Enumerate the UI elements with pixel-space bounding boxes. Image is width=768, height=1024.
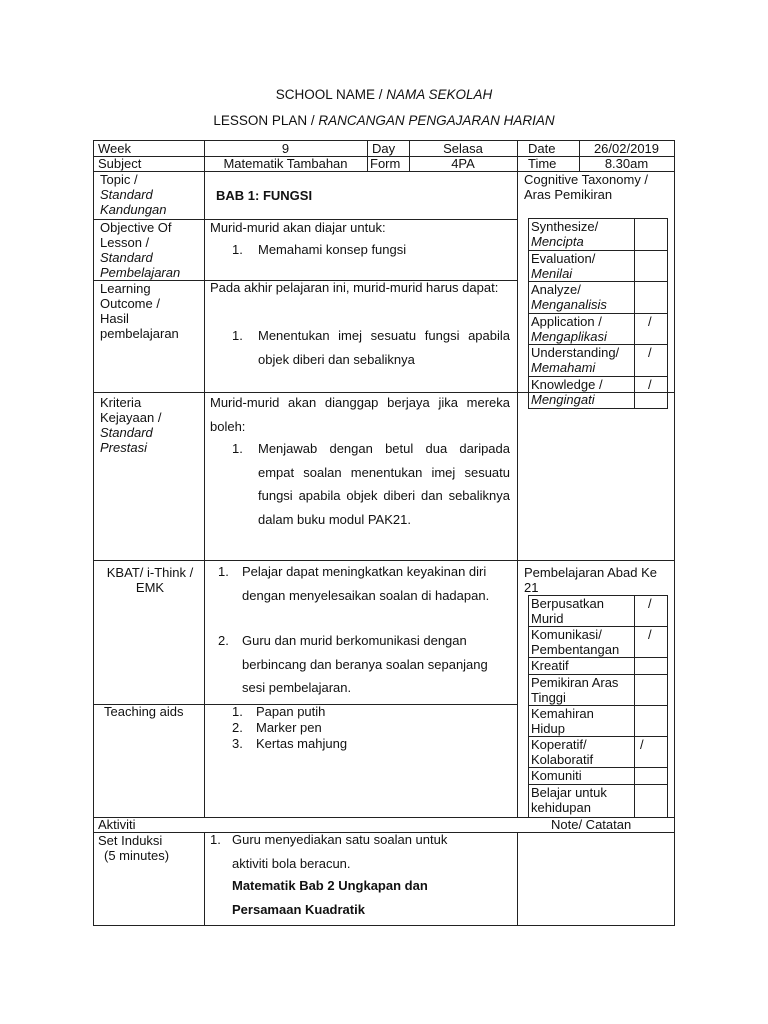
abad21-item-line1: Belajar untuk [531,785,607,800]
subject-label: Subject [98,156,142,171]
aktiviti-label: Aktiviti [98,817,136,832]
kriteria-label-line4: Prestasi [100,440,147,455]
abad21-item-line2: Murid [531,611,564,626]
kbat-item-2 [218,629,512,700]
abad21-item [531,658,569,673]
week-value: 9 [281,141,290,156]
kbat-item-1 [218,560,512,607]
objective-item-num: 1. [232,242,243,257]
abad21-item-line1: Pemikiran Aras [531,675,619,690]
taxonomy-item-en: Application / [531,314,602,329]
outcome-label-line4: pembelajaran [100,326,179,341]
time-label: Time [528,156,557,171]
form-label: Form [370,156,401,171]
objective-label-line3: Standard [100,250,153,265]
date-value: 26/02/2019 [593,141,660,156]
abad21-item [531,706,594,736]
objective-label-line1: Objective Of [100,220,172,235]
outcome-intro: Pada akhir pelajaran ini, murid-murid harus dapat: [210,280,499,295]
taxonomy-item-en: Knowledge / [531,377,603,392]
day-value: Selasa [443,141,483,156]
abad21-item [531,785,607,815]
outcome-item [232,324,510,371]
week-label: Week [98,141,131,156]
kbat-item-1-num: 1. [218,564,229,579]
objective-label-line4: Pembelajaran [100,265,181,280]
taxonomy-item-ms: Menilai [531,266,573,281]
taxonomy-item [531,314,607,344]
teaching-aid-item [232,720,347,735]
abad21-item-mark: / [648,596,652,611]
kbat-label-line1: KBAT/ i-Think / [106,565,194,580]
abad21-item [531,596,604,626]
taxonomy-item [531,219,598,249]
taxonomy-item-en: Analyze/ [531,282,581,297]
taxonomy-item-mark: / [648,345,652,360]
kbat-item-2-num: 2. [218,633,229,648]
kbat-item-2-text: Guru dan murid berkomunikasi dengan berbincang dan beranya soalan sepanjang sesi pembelajaran. [242,633,488,695]
abad21-item [531,768,582,783]
abad21-item-line2: kehidupan [531,800,591,815]
abad21-item [531,737,593,767]
date-label: Date [528,141,556,156]
abad21-item-line2: Pembentangan [531,642,620,657]
set-induksi-item-text: Guru menyediakan satu soalan untuk aktiviti bola beracun. [232,832,448,871]
outcome-label-line2: Outcome / [100,296,160,311]
outcome-label-line3: Hasil [100,311,129,326]
topic-value: BAB 1: FUNGSI [216,188,313,203]
kriteria-label [100,395,161,455]
abad21-title: Pembelajaran Abad Ke 21 [524,565,657,595]
taxonomy-item-ms: Mengingati [531,392,595,407]
teaching-aid-item [232,736,347,751]
abad21-item [531,675,618,705]
taxonomy-item [531,251,595,281]
abad21-item-line1: Berpusatkan [531,596,604,611]
school-name-title [0,87,768,102]
kriteria-label-line3: Standard [100,425,153,440]
set-induksi-item [210,828,480,875]
day-label: Day [372,141,396,156]
school-name-prefix: SCHOOL NAME / [275,87,387,102]
abad21-item-line1: Koperatif/ [531,737,587,752]
form-value: 4PA [451,156,475,171]
kriteria-item-text: Menjawab dengan betul dua daripada empat soalan menentukan imej sesuatu fungsi apabila objek diberi dan sebaliknya dalam buku modul PAK21. [258,441,510,527]
teaching-aid-num: 2. [232,720,243,735]
taxonomy-item [531,282,607,312]
abad21-item-line1: Kreatif [531,658,569,673]
taxonomy-item-en: Understanding/ [531,345,620,360]
objective-label-line2: Lesson / [100,235,150,250]
kriteria-item [232,437,510,531]
topic-label-line1: Topic / [100,172,138,187]
taxonomy-item-mark: / [648,377,652,392]
time-value: 8.30am [604,156,649,171]
objective-intro: Murid-murid akan diajar untuk: [210,220,386,235]
taxonomy-item-en: Evaluation/ [531,251,596,266]
lesson-plan-italic: RANCANGAN PENGAJARAN HARIAN [318,113,555,128]
teaching-aid-text: Papan putih [256,704,326,719]
teaching-aid-num: 3. [232,736,243,751]
taxonomy-item-mark: / [648,314,652,329]
teaching-aid-num: 1. [232,704,243,719]
kbat-label [98,565,202,595]
taxonomy-item-en: Synthesize/ [531,219,599,234]
taxonomy-item-ms: Mengaplikasi [531,329,607,344]
taxonomy-title: Cognitive Taxonomy / Aras Pemikiran [524,172,649,202]
set-induksi-item-num: 1. [210,832,221,847]
teaching-aid-text: Marker pen [256,720,322,735]
taxonomy-item [531,345,619,375]
teaching-aid-item [232,704,347,719]
outcome-label-line1: Learning [100,281,151,296]
taxonomy-item-ms: Mencipta [531,234,584,249]
outcome-label [100,281,179,341]
teaching-aids-list [232,704,347,751]
lesson-plan-prefix: LESSON PLAN / [213,113,319,128]
kriteria-item-num: 1. [232,441,243,456]
kbat-item-1-text: Pelajar dapat meningkatkan keyakinan diri dengan menyelesaikan soalan di hadapan. [242,564,490,603]
taxonomy-item-ms: Memahami [531,360,596,375]
set-induksi-label [98,833,169,863]
subject-value: Matematik Tambahan [223,156,348,171]
kbat-label-line2: EMK [135,580,165,595]
abad21-item-line2: Hidup [531,721,565,736]
lesson-plan-title [0,113,768,128]
school-name-italic: NAMA SEKOLAH [386,87,493,102]
topic-label-line3: Kandungan [100,202,167,217]
abad21-item-line1: Kemahiran [531,706,594,721]
outcome-item-num: 1. [232,328,243,343]
kriteria-label-line2: Kejayaan / [100,410,162,425]
kriteria-label-line1: Kriteria [100,395,142,410]
set-induksi-label-line1: Set Induksi [98,833,163,848]
abad21-item-line1: Komunikasi/ [531,627,602,642]
outcome-item-text: Menentukan imej sesuatu fungsi apabila objek diberi dan sebaliknya [258,328,510,367]
kriteria-intro: Murid-murid akan dianggap berjaya jika mereka boleh: [210,395,510,434]
objective-item [232,238,512,262]
objective-item-text: Memahami konsep fungsi [258,242,407,257]
topic-label-line2: Standard [100,187,153,202]
set-induksi-bold-text: Matematik Bab 2 Ungkapan dan Persamaan Kuadratik [232,878,428,917]
taxonomy-item-ms: Menganalisis [531,297,607,312]
abad21-item-line2: Tinggi [531,690,566,705]
abad21-item-line1: Komuniti [531,768,582,783]
taxonomy-item [531,377,603,407]
objective-label [100,220,180,280]
set-induksi-label-line2: (5 minutes) [104,848,170,863]
note-label: Note/ Catatan [551,817,632,832]
topic-label [100,172,167,217]
abad21-item-line2: Kolaboratif [531,752,594,767]
teaching-aids-label: Teaching aids [104,704,184,719]
abad21-item [531,627,619,657]
teaching-aid-text: Kertas mahjung [256,736,348,751]
abad21-item-mark: / [648,627,652,642]
abad21-item-mark: / [640,737,644,752]
